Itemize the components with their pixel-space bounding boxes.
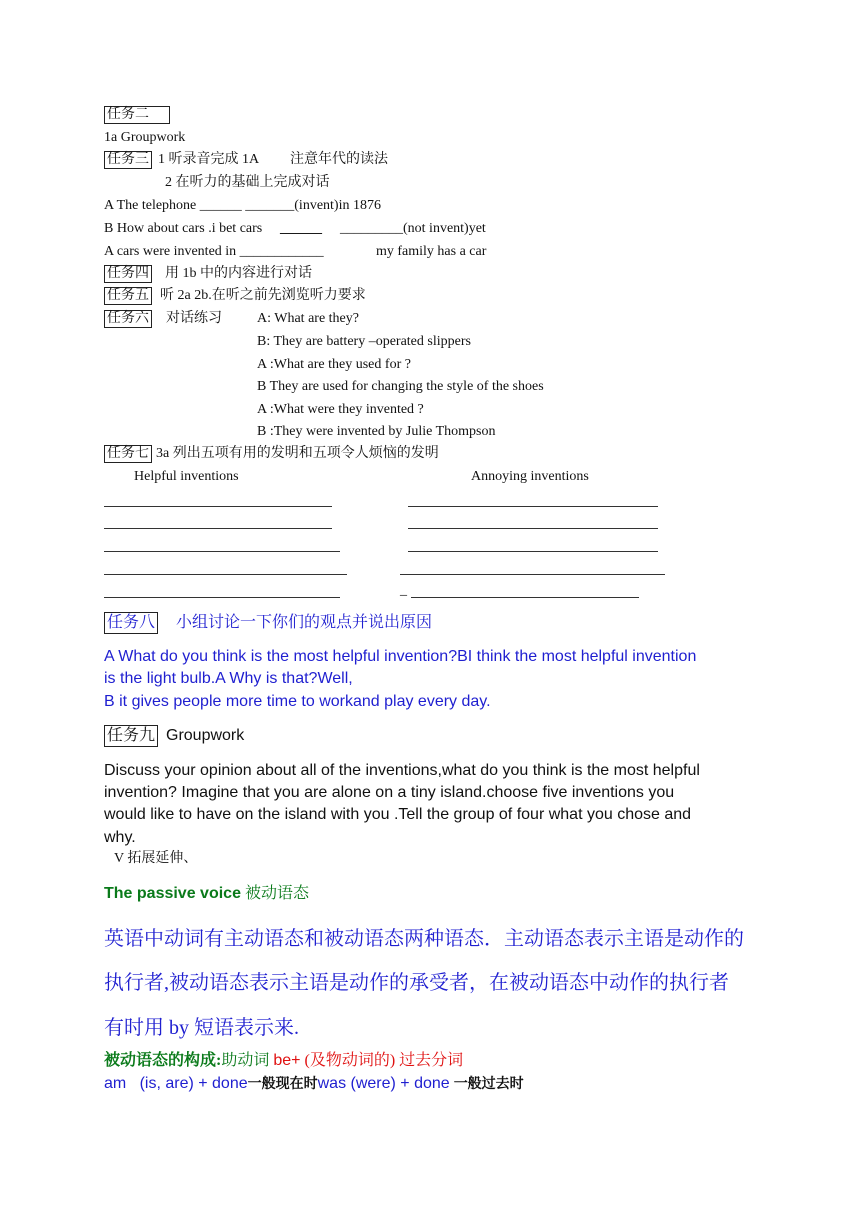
dialog-line: A: What are they? (257, 311, 359, 326)
task7-text: 3a 列出五项有用的发明和五项令人烦恼的发明 (156, 446, 439, 461)
task3-dialog3b: my family has a car (376, 244, 487, 259)
blank-line (104, 551, 340, 552)
task3-dialog2c: _________(not invent)yet (340, 221, 486, 236)
blank-line (104, 574, 347, 575)
passive-examples: am (is, are) + done一般现在时was (were) + done 一般过去时 (104, 1075, 524, 1092)
task3-line1b: 注意年代的读法 (290, 152, 388, 167)
task3-dialog2a: B How about cars .i bet cars (104, 221, 263, 236)
task4-tag: 任务四 (104, 265, 152, 283)
passive-formation: 被动语态的构成:助动词 be+ (及物动词的) 过去分词 (104, 1052, 464, 1069)
helpful-heading: Helpful inventions (134, 469, 239, 484)
annoying-heading: Annoying inventions (471, 469, 589, 484)
task6-label: 对话练习 (166, 311, 222, 326)
task3-dialog1: A The telephone ______ _______(invent)in 1876 (104, 198, 381, 213)
extension-label: V 拓展延伸、 (114, 851, 198, 866)
task3-dialog3a: A cars were invented in ____________ (104, 244, 324, 259)
blank-line (408, 506, 658, 507)
task4-text: 用 1b 中的内容进行对话 (165, 266, 312, 281)
dialog-line: B: They are battery –operated slippers (257, 334, 471, 349)
task9-para1: Discuss your opinion about all of the inventions,what do you think is the most helpful (104, 762, 700, 779)
task5-text: 听 2a 2b.在听之前先浏览听力要求 (160, 288, 366, 303)
blank-line (104, 506, 332, 507)
task7-tag: 任务七 (104, 445, 152, 463)
task3-line2: 2 在听力的基础上完成对话 (165, 175, 330, 190)
task8-text: 小组讨论一下你们的观点并说出原因 (176, 614, 433, 631)
dialog-line: B :They were invented by Julie Thompson (257, 424, 496, 439)
task8-tag: 任务八 (104, 612, 158, 634)
passive-para3: 有时用 by 短语表示来. (104, 1017, 299, 1039)
task9-title: Groupwork (166, 727, 245, 744)
task3-tag: 任务三 (104, 151, 152, 169)
task2-line: 1a Groupwork (104, 130, 186, 145)
task9-para4: why. (104, 829, 136, 846)
task3-line1: 1 听录音完成 1A (158, 152, 260, 167)
task9-tag: 任务九 (104, 725, 158, 747)
passive-title: The passive voice 被动语态 (104, 885, 309, 902)
dialog-line: B They are used for changing the style of the shoes (257, 379, 544, 394)
blank-line (411, 597, 639, 598)
blank-line (408, 551, 658, 552)
task3-dialog2b: ______ (280, 221, 322, 236)
task8-para2: is the light bulb.A Why is that?Well, (104, 670, 353, 687)
task5-tag: 任务五 (104, 287, 152, 305)
task8-para1: A What do you think is the most helpful invention?BI think the most helpful invention (104, 648, 697, 665)
passive-para1: 英语中动词有主动语态和被动语态两种语态．主动语态表示主语是动作的 (104, 928, 744, 950)
task6-tag: 任务六 (104, 310, 152, 328)
blank-line (104, 528, 332, 529)
blank-line (400, 574, 665, 575)
blank-line (408, 528, 658, 529)
task9-para3: would like to have on the island with you .Tell the group of four what you chose and (104, 806, 692, 823)
passive-para2: 执行者,被动语态表示主语是动作的承受者，在被动语态中动作的执行者 (104, 972, 729, 994)
task9-para2: invention? Imagine that you are alone on a tiny island.choose five inventions you (104, 784, 675, 801)
dialog-line: A :What are they used for ? (257, 357, 411, 372)
blank-line (104, 597, 340, 598)
blank-dash: _ (400, 583, 407, 598)
dialog-line: A :What were they invented ? (257, 402, 424, 417)
task2-tag: 任务二 (104, 106, 170, 124)
task8-para3: B it gives people more time to workand play every day. (104, 693, 491, 710)
